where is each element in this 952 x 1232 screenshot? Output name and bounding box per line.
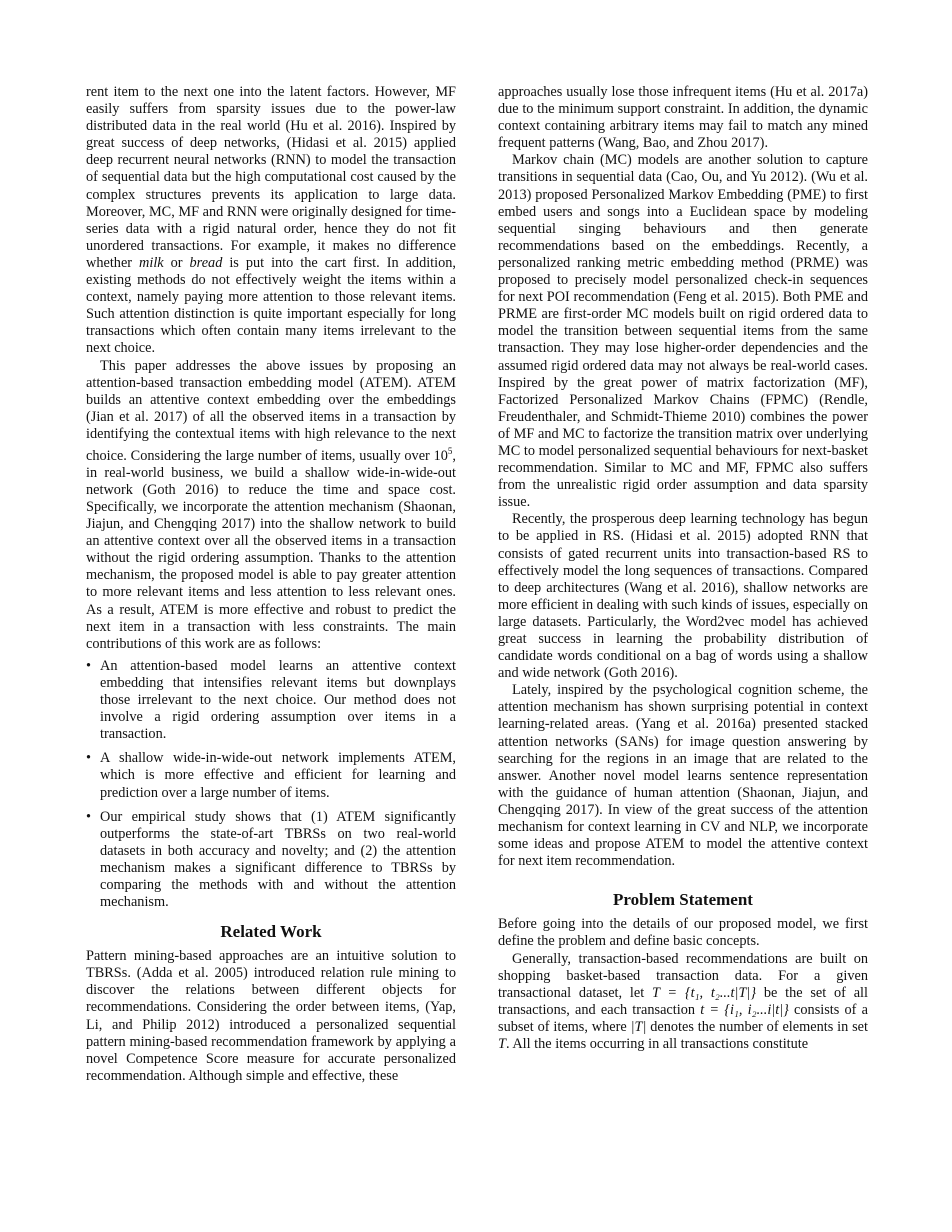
- left-column: [86, 84, 456, 1085]
- math-T: T: [498, 1035, 506, 1052]
- intro-paragraph: [86, 84, 456, 358]
- related-work-heading: Related Work: [220, 922, 322, 942]
- contribution-text-2: , in real-world business, we build a shallow wide-in-wide-out network (Goth 2016) to reduce the time and space cost. Specifically, we incorporate the attention mechanism (Shaonan, Jiajun, and Chengqing 2017) into the shallow network to build an attentive context over all the observed items in a transaction without the rigid ordering assumption. Thanks to the attention mechanism, the proposed model is able to pay greater attention to more relevant items and less attention to less relevant ones. As a result, ATEM is more effective and robust to predict the next item in a transaction with less constraints. The main contributions of this work are as follows:: [86, 447, 456, 652]
- math-set-T: T = {t₁, t₂...t|T|}: [651, 984, 757, 1001]
- intro-text-2: is put into the cart first. In addition, existing methods do not effectively weight the items within a context, namely paying more attention to those relevant items. Such attention distinction is quite important especially for long transactions which often contain many items irrelevant to the next choice.: [86, 254, 456, 357]
- or-word: or: [163, 254, 190, 271]
- contribution-item-text: An attention-based model learns an attentive context embedding that intensifies relevant items but downplays those irrelevant to the next choice. Our method does not involve a rigid ordering assumption over items in a transaction.: [100, 657, 456, 743]
- bullet-icon: •: [86, 750, 92, 767]
- contribution-item: [86, 809, 456, 912]
- contribution-item-text: Our empirical study shows that (1) ATEM significantly outperforms the state-of-art TBRSs on two real-world datasets in both accuracy and novelty; and (2) the attention mechanism makes a significant difference to TBRSs by comparing the methods with and without the attention mechanism.: [100, 808, 456, 911]
- def-text-d: denotes the number of elements in set: [646, 1018, 868, 1035]
- exponent: 5: [447, 445, 453, 456]
- paper-page: [86, 84, 870, 1104]
- math-set-t: t = {i₁, i₂...i|t|}: [700, 1001, 789, 1018]
- def-text-e: . All the items occurring in all transactions constitute: [505, 1035, 809, 1052]
- markov-chain-paragraph: Markov chain (MC) models are another solution to capture transitions in sequential data (Cao, Ou, and Yu 2012). (Wu et al. 2013) proposed Personalized Markov Embedding (PME) to first embed users and songs into a Euclidean space by modeling sequential singing behaviours and then generate recommendations based on the embeddings. Recently, a personalized ranking metric embedding method (PRME) was proposed to precisely model personalized check-in sequences for next POI recommendation (Feng et al. 2015). Both PME and PRME are first-order MC models built on rigid ordered data to model the transition between sequential items from the same transaction. They may lose higher-order dependencies and the assumed rigid ordered data may not always be real-world cases. Inspired by the great power of matrix factorization (MF), Factorized Personalized Markov Chains (FPMC) (Rendle, Freudenthaler, and Schmidt-Thieme 2010) combines the power of MF and MC to factorize the transition matrix over underlying MC to model personalized sequential behaviours for next-basket recommendation. Similar to MC and MF, FPMC also suffers from the unrealistic rigid order assumption and data sparsity issue.: [498, 152, 868, 511]
- math-milk: milk: [139, 254, 164, 271]
- bullet-icon: •: [86, 808, 92, 825]
- problem-statement-heading: Problem Statement: [613, 890, 753, 910]
- pattern-mining-paragraph: approaches usually lose those infrequent items (Hu et al. 2017a) due to the minimum support constraint. In addition, the dynamic context containing arbitrary items may fail to match any mined frequent patterns (Wang, Bao, and Zhou 2017).: [498, 84, 868, 152]
- attention-paragraph: Lately, inspired by the psychological cognition scheme, the attention mechanism has shown surprising potential in context learning-related areas. (Yang et al. 2016a) presented stacked attention networks (SANs) for image question answering by searching for the regions in an image that are related to the answer. Another novel model learns sentence representation with the guidance of human attention (Shaonan, Jiajun, and Chengqing 2017). In view of the great success of the attention mechanism for context learning in CV and NLP, we incorporate some ideas and propose ATEM to model the attentive context for next item recommendation.: [498, 682, 868, 870]
- contribution-item: [86, 750, 456, 801]
- def-text-c: consists of a subset of items, where: [498, 1001, 868, 1035]
- problem-intro-paragraph: Before going into the details of our proposed model, we first define the problem and define basic concepts.: [498, 916, 868, 950]
- related-work-paragraph: Pattern mining-based approaches are an intuitive solution to TBRSs. (Adda et al. 2005) introduced relation rule mining to discover the relations between different objects for recommendations. Considering the order between items, (Yap, Li, and Philip 2012) introduced a personalized sequential pattern mining-based recommendation framework by applying a novel Competence Score measure for accurate personalized recommendation. Although simple and effective, these: [86, 948, 456, 1084]
- contribution-paragraph: [86, 358, 456, 653]
- contribution-item-text: A shallow wide-in-wide-out network implements ATEM, which is more effective and efficient for learning and prediction over a large number of items.: [100, 750, 456, 801]
- def-text-b: be the set of all transactions, and each transaction: [498, 984, 868, 1018]
- contribution-item: [86, 658, 456, 743]
- right-column: [498, 84, 868, 1053]
- contribution-text-1: This paper addresses the above issues by proposing an attention-based transaction embedding model (ATEM). ATEM builds an attentive context embedding over the embeddings (Jian et al. 2017) of all the observed items in a transaction by identifying the contextual items with high relevance to the next choice. Considering the large number of items, usually over 10: [86, 357, 456, 464]
- math-bread: bread: [189, 254, 223, 271]
- contribution-list: [86, 658, 456, 911]
- intro-text: rent item to the next one into the latent factors. However, MF easily suffers from sparsity issues due to the power-law distributed data in the real world (Hu et al. 2016). Inspired by great success of deep networks, (Hidasi et al. 2015) applied deep recurrent neural networks (RNN) to model the transaction of sequential data but the high computational cost caused by the complex structures prevents its application to large data. Moreover, MC, MF and RNN were originally designed for time-series data with a rigid natural order, hence they do not fit unordered transactions. For example, it makes no difference whether: [86, 84, 456, 271]
- problem-definition-paragraph: [498, 951, 868, 1054]
- deep-learning-paragraph: Recently, the prosperous deep learning technology has begun to be applied in RS. (Hidasi et al. 2015) adopted RNN that consists of gated recurrent units into transaction-based RS to effectively model the long sequences of transactions. Compared to deep architectures (Wang et al. 2016), shallow networks are more efficient in dealing with such kinds of issues, especially on large datasets. Particularly, the Word2vec model has achieved great success in learning the probability distribution of candidate words conditional on a bag of words using a shallow and wide network (Goth 2016).: [498, 511, 868, 682]
- bullet-icon: •: [86, 657, 92, 674]
- def-text-a: Generally, transaction-based recommendations are built on shopping basket-based transaction data. For a given transactional dataset, let: [498, 950, 868, 1001]
- math-abs-T: |T|: [630, 1018, 647, 1035]
